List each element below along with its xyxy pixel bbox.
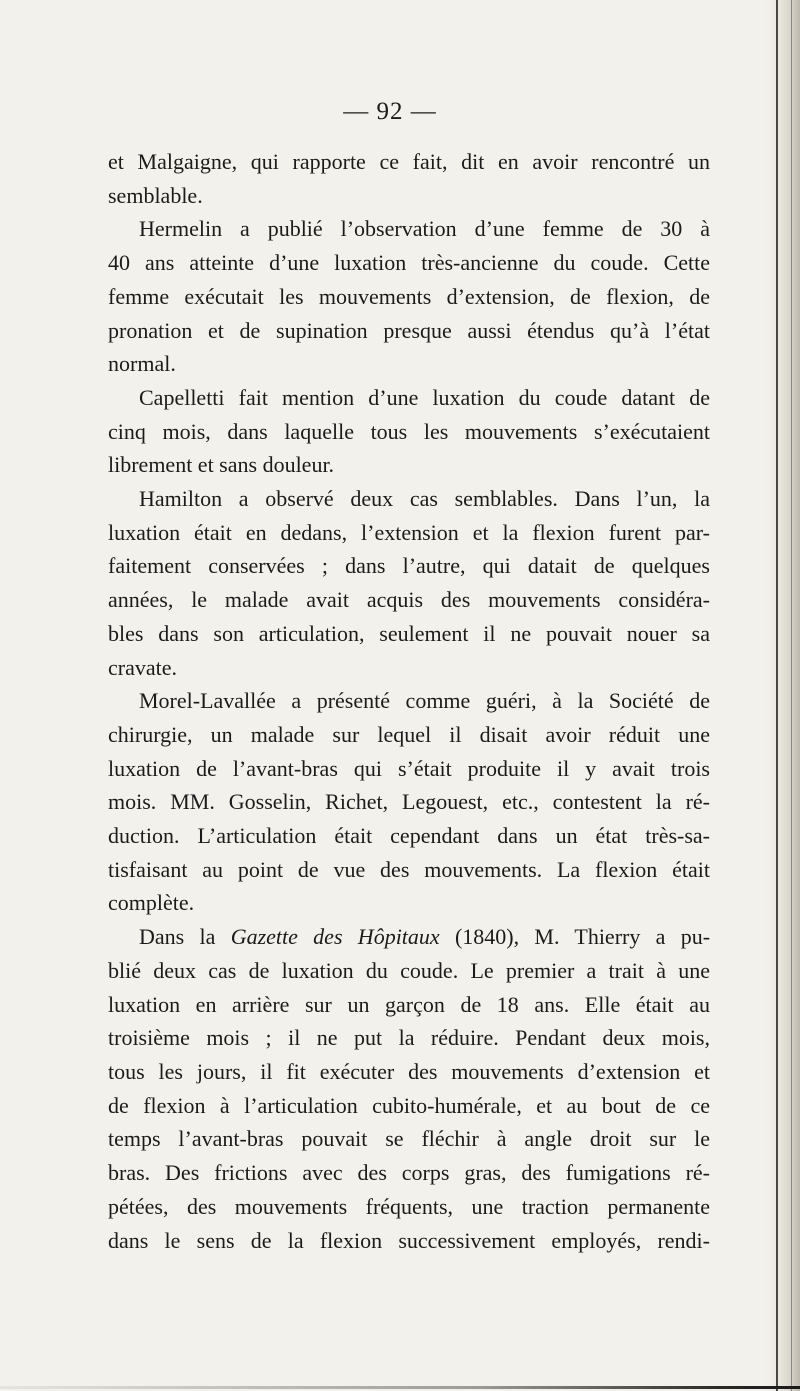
text-line: blié deux cas de luxation du coude. Le premier a trait à une — [108, 957, 710, 983]
text-line: bles dans son articulation, seulement il ne pouvait nouer sa — [108, 620, 710, 646]
text-line: luxation était en dedans, l’extension et la flexion furent par- — [108, 519, 710, 545]
text-line — [108, 920, 710, 954]
text-line: troisième mois ; il ne put la réduire. Pendant deux mois, — [108, 1025, 710, 1051]
text-line: semblable. — [108, 182, 203, 208]
body-text — [108, 145, 710, 1257]
text-line: Morel-Lavallée a présenté comme guéri, à la Société de — [139, 688, 710, 714]
text-line: complète. — [108, 890, 195, 916]
text-line: cravate. — [108, 654, 177, 680]
text-line: faitement conservées ; dans l’autre, qui datait de quelques — [108, 553, 710, 579]
text-line: femme exécutait les mouvements d’extension, de flexion, de — [108, 283, 710, 309]
text-line: chirurgie, un malade sur lequel il disait avoir réduit une — [108, 721, 710, 747]
text-line: de flexion à l’articulation cubito-humérale, et au bout de ce — [108, 1092, 710, 1118]
text-line: et Malgaigne, qui rapporte ce fait, dit en avoir rencontré un — [108, 149, 710, 174]
text-line: Hamilton a observé deux cas semblables. Dans l’un, la — [139, 486, 710, 512]
text-line: années, le malade avait acquis des mouvements considéra- — [108, 587, 710, 613]
binding-edge-line — [776, 0, 778, 1391]
text-line: tous les jours, il fit exécuter des mouvements d’extension et — [108, 1058, 710, 1084]
text-segment: (1840), M. Thierry a pu- — [439, 924, 711, 950]
text-line: pronation et de supination presque aussi étendus qu’à l’état — [108, 317, 710, 343]
text-line: duction. L’articulation était cependant dans un état très-sa- — [108, 823, 710, 849]
text-line: dans le sens de la flexion successivement employés, rendi- — [108, 1227, 710, 1253]
text-line: tisfaisant au point de vue des mouvements. La flexion était — [108, 856, 710, 882]
text-line: normal. — [108, 351, 176, 377]
page-edge-shadow — [766, 0, 800, 1391]
text-segment: Dans la — [139, 924, 231, 950]
page-number: — 92 — — [343, 98, 437, 125]
text-line: Capelletti fait mention d’une luxation du coude datant de — [139, 384, 710, 410]
text-line: librement et sans douleur. — [108, 452, 335, 478]
text-line: bras. Des frictions avec des corps gras, des fumigations ré- — [108, 1160, 710, 1186]
text-line: pétées, des mouvements fréquents, une traction permanente — [108, 1193, 710, 1219]
text-line: 40 ans atteinte d’une luxation très-ancienne du coude. Cette — [108, 250, 710, 276]
bottom-edge-shadow — [0, 1386, 800, 1389]
text-line: mois. MM. Gosselin, Richet, Legouest, etc., contestent la ré- — [108, 789, 710, 815]
text-line: temps l’avant-bras pouvait se fléchir à angle droit sur le — [108, 1126, 710, 1152]
text-line: luxation de l’avant-bras qui s’était produite il y avait trois — [108, 755, 710, 781]
journal-title: Gazette des Hôpitaux — [230, 924, 440, 950]
text-line: Hermelin a publié l’observation d’une femme de 30 à — [139, 216, 710, 242]
text-line: luxation en arrière sur un garçon de 18 ans. Elle était au — [108, 991, 710, 1017]
text-line: cinq mois, dans laquelle tous les mouvements s’exécutaient — [108, 418, 710, 444]
binding-edge-line-outer — [791, 0, 792, 1391]
